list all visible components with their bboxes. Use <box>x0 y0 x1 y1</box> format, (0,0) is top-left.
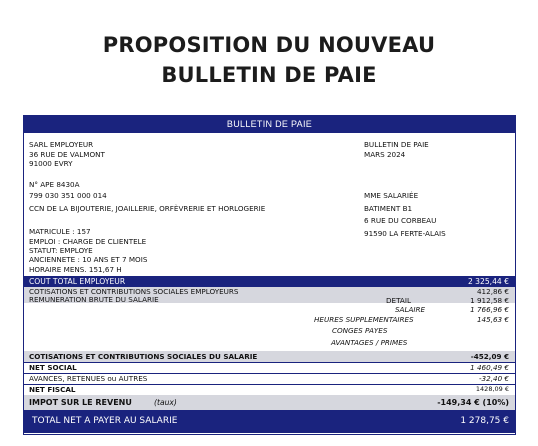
net-pay-total-value: 1 278,75 € <box>460 416 509 426</box>
employee-contributions-label: COTISATIONS ET CONTRIBUTIONS SOCIALES DU SALARIE <box>29 352 258 361</box>
employer-contributions-label: COTISATIONS ET CONTRIBUTIONS SOCIALES EMPLOYEURS <box>29 287 239 296</box>
employee-contributions-value: -452,09 € <box>470 352 509 361</box>
net-social-value: 1 460,49 € <box>470 363 509 372</box>
employer-address-line-1: 36 RUE DE VALMONT <box>29 150 105 159</box>
employee-building: BATIMENT B1 <box>364 204 413 213</box>
payslip <box>23 115 516 435</box>
net-fiscal-label: NET FISCAL <box>29 385 76 394</box>
employee-emploi: EMPLOI : CHARGE DE CLIENTELE <box>29 237 147 246</box>
employer-name: SARL EMPLOYEUR <box>29 140 94 149</box>
salary-value: 1 766,96 € <box>470 305 509 314</box>
gross-pay-value: 1 912,58 € <box>470 296 509 305</box>
employee-matricule: MATRICULE : 157 <box>29 227 91 236</box>
employee-anciennete: ANCIENNETE : 10 ANS ET 7 MOIS <box>29 255 148 264</box>
net-social-label: NET SOCIAL <box>29 363 77 372</box>
employee-statut: STATUT: EMPLOYE <box>29 246 93 255</box>
divider <box>24 384 515 385</box>
employee-street: 6 RUE DU CORBEAU <box>364 216 437 225</box>
employee-name: MME SALARIÉE <box>364 191 419 200</box>
net-fiscal-value: 1428,09 € <box>475 385 509 393</box>
advances-value: -32,40 € <box>478 374 509 383</box>
net-pay-total-row <box>24 410 515 433</box>
employee-horaire: HORAIRE MENS. 151,67 H <box>29 265 122 274</box>
income-tax-value: -149,34 € (10%) <box>437 398 509 407</box>
detail-label: DETAIL <box>386 296 411 305</box>
page-title-line-2: BULLETIN DE PAIE <box>161 63 377 87</box>
employer-total-cost-label: COUT TOTAL EMPLOYEUR <box>29 277 126 286</box>
employer-ape: N° APE 8430A <box>29 180 80 189</box>
salary-label: SALAIRE <box>395 305 426 314</box>
paid-leave-label: CONGES PAYES <box>332 326 388 335</box>
employee-city: 91590 LA FERTE-ALAIS <box>364 229 446 238</box>
net-pay-total-label: TOTAL NET A PAYER AU SALARIE <box>32 416 178 426</box>
income-tax-label: IMPOT SUR LE REVENU <box>29 398 132 407</box>
employer-total-cost-value: 2 325,44 € <box>467 277 509 286</box>
overtime-label: HEURES SUPPLEMENTAIRES <box>314 315 414 324</box>
benefits-label: AVANTAGES / PRIMES <box>331 338 408 347</box>
bulletin-label: BULLETIN DE PAIE <box>364 140 429 149</box>
employer-contributions-value: 412,86 € <box>476 287 509 296</box>
income-tax-rate-label: (taux) <box>154 398 177 407</box>
payslip-header: BULLETIN DE PAIE <box>24 116 515 133</box>
bulletin-period: MARS 2024 <box>364 150 406 159</box>
employer-siret: 799 030 351 000 014 <box>29 191 107 200</box>
page-title-line-1: PROPOSITION DU NOUVEAU <box>102 33 436 57</box>
employer-address-line-2: 91000 EVRY <box>29 159 73 168</box>
advances-label: AVANCES, RETENUES ou AUTRES <box>29 374 148 383</box>
employer-total-cost-row <box>24 276 515 287</box>
gross-pay-label: REMUNERATION BRUTE DU SALARIE <box>29 295 159 304</box>
overtime-value: 145,63 € <box>476 315 509 324</box>
divider <box>24 362 515 363</box>
employer-ccn: CCN DE LA BIJOUTERIE, JOAILLERIE, ORFÈVRERIE ET HORLOGERIE <box>29 204 266 213</box>
